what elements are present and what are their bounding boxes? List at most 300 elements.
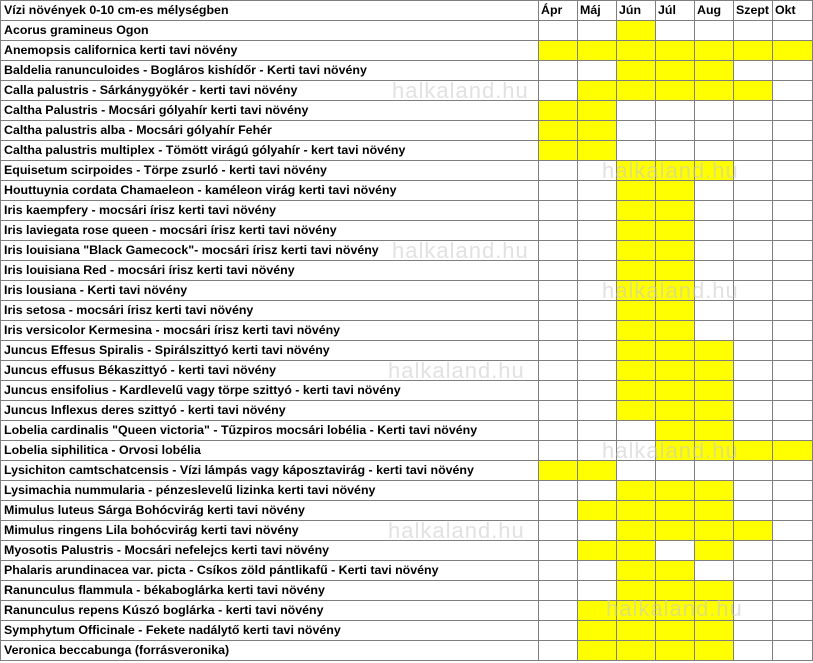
- month-cell: [734, 561, 773, 581]
- month-cell: [734, 461, 773, 481]
- month-cell: [578, 441, 617, 461]
- month-cell: [617, 301, 656, 321]
- month-cell: [539, 501, 578, 521]
- month-cell: [578, 101, 617, 121]
- month-cell: [539, 341, 578, 361]
- month-cell: [539, 641, 578, 661]
- month-cell: [656, 201, 695, 221]
- month-cell: [617, 601, 656, 621]
- table-row: [1, 201, 813, 221]
- month-cell: [695, 61, 734, 81]
- month-cell: [539, 41, 578, 61]
- month-cell: [695, 41, 734, 61]
- month-cell: [617, 481, 656, 501]
- month-cell: [773, 201, 813, 221]
- month-cell: [578, 141, 617, 161]
- month-cell: [539, 61, 578, 81]
- month-cell: [695, 501, 734, 521]
- month-cell: [773, 581, 813, 601]
- plant-name: Houttuynia cordata Chamaeleon - kaméleon virág kerti tavi növény: [1, 181, 539, 201]
- month-cell: [539, 321, 578, 341]
- month-cell: [734, 361, 773, 381]
- month-cell: [656, 81, 695, 101]
- month-cell: [695, 581, 734, 601]
- month-header: Ápr: [539, 1, 578, 21]
- month-cell: [578, 21, 617, 41]
- month-cell: [773, 421, 813, 441]
- table-row: [1, 241, 813, 261]
- table-row: [1, 281, 813, 301]
- month-cell: [734, 61, 773, 81]
- month-cell: [734, 141, 773, 161]
- month-cell: [773, 341, 813, 361]
- plant-name: Lysimachia nummularia - pénzeslevelű lizinka kerti tavi növény: [1, 481, 539, 501]
- table-row: [1, 441, 813, 461]
- month-cell: [773, 601, 813, 621]
- month-cell: [695, 461, 734, 481]
- month-cell: [656, 621, 695, 641]
- month-cell: [656, 581, 695, 601]
- month-cell: [695, 401, 734, 421]
- month-cell: [617, 241, 656, 261]
- month-cell: [578, 321, 617, 341]
- plant-name: Ranunculus repens Kúszó boglárka - kerti tavi növény: [1, 601, 539, 621]
- month-cell: [539, 381, 578, 401]
- plant-name: Juncus effusus Békaszittyó - kerti tavi növény: [1, 361, 539, 381]
- month-cell: [539, 301, 578, 321]
- watermark-text: halkaland.hu: [602, 158, 739, 183]
- month-cell: [695, 541, 734, 561]
- plant-name: Iris lousiana - Kerti tavi növény: [1, 281, 539, 301]
- month-cell: [773, 41, 813, 61]
- table-row: [1, 301, 813, 321]
- month-cell: [539, 521, 578, 541]
- month-cell: [695, 201, 734, 221]
- month-cell: [773, 181, 813, 201]
- plant-name: Caltha palustris multiplex - Tömött virágú gólyahír - kert tavi növény: [1, 141, 539, 161]
- table-row: [1, 461, 813, 481]
- month-cell: [773, 161, 813, 181]
- month-cell: [773, 641, 813, 661]
- plant-name: Anemopsis californica kerti tavi növény: [1, 41, 539, 61]
- month-cell: [578, 261, 617, 281]
- plant-name: Equisetum scirpoides - Törpe zsurló - kerti tavi növény: [1, 161, 539, 181]
- month-cell: [617, 421, 656, 441]
- month-cell: [695, 101, 734, 121]
- table-row: [1, 621, 813, 641]
- month-cell: [656, 301, 695, 321]
- table-row: [1, 41, 813, 61]
- month-cell: [656, 601, 695, 621]
- plant-name: Lobelia siphilitica - Orvosi lobélia: [1, 441, 539, 461]
- plant-name: Juncus Inflexus deres szittyó - kerti tavi növény: [1, 401, 539, 421]
- table-title: Vízi növények 0-10 cm-es mélységben: [1, 1, 539, 21]
- month-cell: [656, 241, 695, 261]
- month-cell: [773, 361, 813, 381]
- month-cell: [539, 121, 578, 141]
- month-cell: [734, 501, 773, 521]
- month-cell: [617, 261, 656, 281]
- month-cell: [734, 341, 773, 361]
- month-cell: [656, 161, 695, 181]
- month-cell: [617, 101, 656, 121]
- month-cell: [578, 281, 617, 301]
- month-cell: [773, 501, 813, 521]
- month-cell: [734, 421, 773, 441]
- month-cell: [695, 381, 734, 401]
- month-cell: [734, 441, 773, 461]
- month-cell: [734, 521, 773, 541]
- month-cell: [539, 461, 578, 481]
- month-cell: [695, 621, 734, 641]
- month-cell: [656, 521, 695, 541]
- table-row: [1, 641, 813, 661]
- month-cell: [695, 121, 734, 141]
- month-cell: [656, 461, 695, 481]
- plant-name: Iris louisiana Red - mocsári írisz kerti tavi növény: [1, 261, 539, 281]
- month-cell: [773, 81, 813, 101]
- month-cell: [734, 621, 773, 641]
- month-cell: [539, 581, 578, 601]
- month-cell: [656, 481, 695, 501]
- month-cell: [539, 101, 578, 121]
- watermark-text: halkaland.hu: [388, 518, 525, 543]
- month-header: Szept: [734, 1, 773, 21]
- month-cell: [656, 101, 695, 121]
- month-cell: [617, 521, 656, 541]
- month-cell: [734, 101, 773, 121]
- table-row: [1, 221, 813, 241]
- month-cell: [539, 441, 578, 461]
- month-cell: [695, 181, 734, 201]
- month-cell: [734, 81, 773, 101]
- month-cell: [578, 121, 617, 141]
- month-cell: [578, 341, 617, 361]
- table-row: [1, 361, 813, 381]
- month-cell: [617, 381, 656, 401]
- table-row: [1, 181, 813, 201]
- table-row: [1, 421, 813, 441]
- month-cell: [617, 361, 656, 381]
- table-row: [1, 81, 813, 101]
- month-cell: [773, 101, 813, 121]
- month-cell: [617, 81, 656, 101]
- watermark-text: halkaland.hu: [392, 238, 529, 263]
- month-cell: [734, 301, 773, 321]
- month-cell: [617, 401, 656, 421]
- month-cell: [734, 41, 773, 61]
- plant-rows: [1, 21, 813, 661]
- table-row: [1, 401, 813, 421]
- table-row: [1, 381, 813, 401]
- month-cell: [656, 221, 695, 241]
- month-cell: [617, 21, 656, 41]
- month-cell: [695, 601, 734, 621]
- month-cell: [578, 201, 617, 221]
- month-cell: [539, 261, 578, 281]
- month-cell: [695, 341, 734, 361]
- plant-name: Juncus Effesus Spiralis - Spirálszittyó kerti tavi növény: [1, 341, 539, 361]
- month-cell: [695, 361, 734, 381]
- month-cell: [773, 381, 813, 401]
- month-cell: [578, 301, 617, 321]
- month-header: Aug: [695, 1, 734, 21]
- month-cell: [578, 481, 617, 501]
- plant-name: Iris kaempfery - mocsári írisz kerti tavi növény: [1, 201, 539, 221]
- month-cell: [734, 481, 773, 501]
- table-row: [1, 521, 813, 541]
- table-row: [1, 481, 813, 501]
- month-cell: [773, 21, 813, 41]
- plant-name: Caltha Palustris - Mocsári gólyahír kerti tavi növény: [1, 101, 539, 121]
- month-cell: [578, 221, 617, 241]
- month-cell: [695, 481, 734, 501]
- month-cell: [539, 81, 578, 101]
- month-cell: [656, 501, 695, 521]
- month-cell: [539, 541, 578, 561]
- month-cell: [656, 441, 695, 461]
- plant-name: Iris laviegata rose queen - mocsári írisz kerti tavi növény: [1, 221, 539, 241]
- month-cell: [617, 441, 656, 461]
- month-cell: [734, 21, 773, 41]
- month-cell: [617, 201, 656, 221]
- month-cell: [734, 161, 773, 181]
- month-cell: [734, 261, 773, 281]
- plant-name: Phalaris arundinacea var. picta - Csíkos zöld pántlikafű - Kerti tavi növény: [1, 561, 539, 581]
- month-cell: [773, 321, 813, 341]
- month-cell: [695, 561, 734, 581]
- month-cell: [773, 121, 813, 141]
- month-cell: [773, 561, 813, 581]
- month-cell: [773, 241, 813, 261]
- month-cell: [695, 521, 734, 541]
- month-cell: [578, 501, 617, 521]
- plant-name: Caltha palustris alba - Mocsári gólyahír Fehér: [1, 121, 539, 141]
- month-cell: [578, 41, 617, 61]
- table-row: [1, 161, 813, 181]
- month-cell: [578, 241, 617, 261]
- month-cell: [617, 501, 656, 521]
- month-cell: [695, 441, 734, 461]
- month-cell: [617, 181, 656, 201]
- month-cell: [539, 141, 578, 161]
- month-cell: [578, 61, 617, 81]
- month-cell: [656, 141, 695, 161]
- month-cell: [695, 321, 734, 341]
- month-cell: [617, 461, 656, 481]
- month-cell: [773, 621, 813, 641]
- table-row: [1, 541, 813, 561]
- table-row: [1, 121, 813, 141]
- month-cell: [656, 341, 695, 361]
- month-cell: [578, 561, 617, 581]
- month-cell: [773, 261, 813, 281]
- month-header: Máj: [578, 1, 617, 21]
- month-cell: [695, 421, 734, 441]
- month-cell: [578, 581, 617, 601]
- table-row: [1, 601, 813, 621]
- month-cell: [773, 281, 813, 301]
- month-cell: [539, 221, 578, 241]
- month-cell: [539, 281, 578, 301]
- plant-name: Baldelia ranunculoides - Bogláros kishídőr - Kerti tavi növény: [1, 61, 539, 81]
- month-cell: [734, 381, 773, 401]
- table-row: [1, 261, 813, 281]
- month-cell: [734, 121, 773, 141]
- month-cell: [656, 361, 695, 381]
- watermark-text: halkaland.hu: [392, 78, 529, 103]
- month-cell: [539, 161, 578, 181]
- month-cell: [539, 481, 578, 501]
- month-cell: [695, 221, 734, 241]
- month-cell: [617, 141, 656, 161]
- month-cell: [656, 401, 695, 421]
- plant-name: Myosotis Palustris - Mocsári nefelejcs kerti tavi növény: [1, 541, 539, 561]
- plant-name: Mimulus luteus Sárga Bohócvirág kerti tavi növény: [1, 501, 539, 521]
- month-header: Okt: [773, 1, 813, 21]
- plant-name: Lobelia cardinalis "Queen victoria" - Tűzpiros mocsári lobélia - Kerti tavi növény: [1, 421, 539, 441]
- month-cell: [734, 241, 773, 261]
- month-cell: [656, 21, 695, 41]
- month-cell: [734, 581, 773, 601]
- month-cell: [695, 281, 734, 301]
- month-cell: [539, 561, 578, 581]
- month-cell: [734, 401, 773, 421]
- plant-name: Mimulus ringens Lila bohócvirág kerti tavi növény: [1, 521, 539, 541]
- month-cell: [656, 41, 695, 61]
- month-cell: [539, 361, 578, 381]
- month-cell: [695, 301, 734, 321]
- plant-name: Lysichiton camtschatcensis - Vízi lámpás vagy káposztavirág - kerti tavi növény: [1, 461, 539, 481]
- month-cell: [617, 61, 656, 81]
- month-cell: [734, 321, 773, 341]
- month-cell: [695, 641, 734, 661]
- month-cell: [617, 221, 656, 241]
- month-cell: [695, 141, 734, 161]
- month-cell: [656, 421, 695, 441]
- month-cell: [578, 361, 617, 381]
- month-cell: [773, 141, 813, 161]
- month-cell: [695, 81, 734, 101]
- month-cell: [617, 561, 656, 581]
- table-row: [1, 501, 813, 521]
- month-cell: [617, 541, 656, 561]
- plant-name: Acorus gramineus Ogon: [1, 21, 539, 41]
- month-cell: [617, 161, 656, 181]
- plant-name: Iris louisiana "Black Gamecock"- mocsári írisz kerti tavi növény: [1, 241, 539, 261]
- month-cell: [539, 401, 578, 421]
- month-cell: [578, 421, 617, 441]
- month-cell: [773, 301, 813, 321]
- plant-name: Juncus ensifolius - Kardlevelű vagy törpe szittyó - kerti tavi növény: [1, 381, 539, 401]
- month-cell: [734, 641, 773, 661]
- month-cell: [656, 381, 695, 401]
- month-cell: [617, 641, 656, 661]
- watermark-text: halkaland.hu: [606, 596, 743, 621]
- month-cell: [539, 181, 578, 201]
- month-cell: [617, 41, 656, 61]
- month-cell: [773, 481, 813, 501]
- header-row: [1, 1, 813, 21]
- month-cell: [578, 541, 617, 561]
- month-header: Júl: [656, 1, 695, 21]
- month-cell: [617, 621, 656, 641]
- month-cell: [617, 321, 656, 341]
- month-cell: [773, 61, 813, 81]
- month-cell: [773, 461, 813, 481]
- month-cell: [734, 541, 773, 561]
- table-row: [1, 21, 813, 41]
- plant-name: Symphytum Officinale - Fekete nadálytő kerti tavi növény: [1, 621, 539, 641]
- month-cell: [578, 601, 617, 621]
- table-row: [1, 141, 813, 161]
- month-cell: [539, 601, 578, 621]
- month-cell: [656, 61, 695, 81]
- month-cell: [539, 421, 578, 441]
- table-row: [1, 341, 813, 361]
- plant-name: Iris versicolor Kermesina - mocsári írisz kerti tavi növény: [1, 321, 539, 341]
- month-cell: [773, 441, 813, 461]
- table-row: [1, 321, 813, 341]
- table-row: [1, 61, 813, 81]
- month-cell: [656, 281, 695, 301]
- month-cell: [656, 321, 695, 341]
- month-cell: [617, 341, 656, 361]
- month-cell: [578, 401, 617, 421]
- month-cell: [578, 381, 617, 401]
- month-cell: [656, 121, 695, 141]
- month-cell: [773, 401, 813, 421]
- month-cell: [656, 261, 695, 281]
- month-cell: [695, 21, 734, 41]
- month-cell: [578, 621, 617, 641]
- month-cell: [656, 181, 695, 201]
- month-cell: [578, 181, 617, 201]
- plant-name: Iris setosa - mocsári írisz kerti tavi növény: [1, 301, 539, 321]
- month-cell: [539, 621, 578, 641]
- month-cell: [656, 641, 695, 661]
- month-cell: [773, 521, 813, 541]
- watermark-text: halkaland.hu: [388, 358, 525, 383]
- month-cell: [734, 181, 773, 201]
- month-cell: [578, 521, 617, 541]
- month-cell: [734, 601, 773, 621]
- month-cell: [773, 221, 813, 241]
- month-cell: [578, 161, 617, 181]
- month-cell: [734, 201, 773, 221]
- month-cell: [578, 461, 617, 481]
- watermark-text: halkaland.hu: [602, 438, 739, 463]
- month-cell: [695, 261, 734, 281]
- month-cell: [578, 641, 617, 661]
- plant-name: Veronica beccabunga (forrásveronika): [1, 641, 539, 661]
- month-cell: [539, 201, 578, 221]
- table-row: [1, 581, 813, 601]
- plant-name: Calla palustris - Sárkánygyökér - kerti tavi növény: [1, 81, 539, 101]
- month-cell: [617, 581, 656, 601]
- month-cell: [695, 241, 734, 261]
- month-cell: [656, 541, 695, 561]
- month-header: Jún: [617, 1, 656, 21]
- month-cell: [617, 121, 656, 141]
- month-cell: [734, 221, 773, 241]
- month-cell: [617, 281, 656, 301]
- month-cell: [539, 21, 578, 41]
- plant-name: Ranunculus flammula - békaboglárka kerti tavi növény: [1, 581, 539, 601]
- month-cell: [695, 161, 734, 181]
- table-row: [1, 561, 813, 581]
- month-cell: [539, 241, 578, 261]
